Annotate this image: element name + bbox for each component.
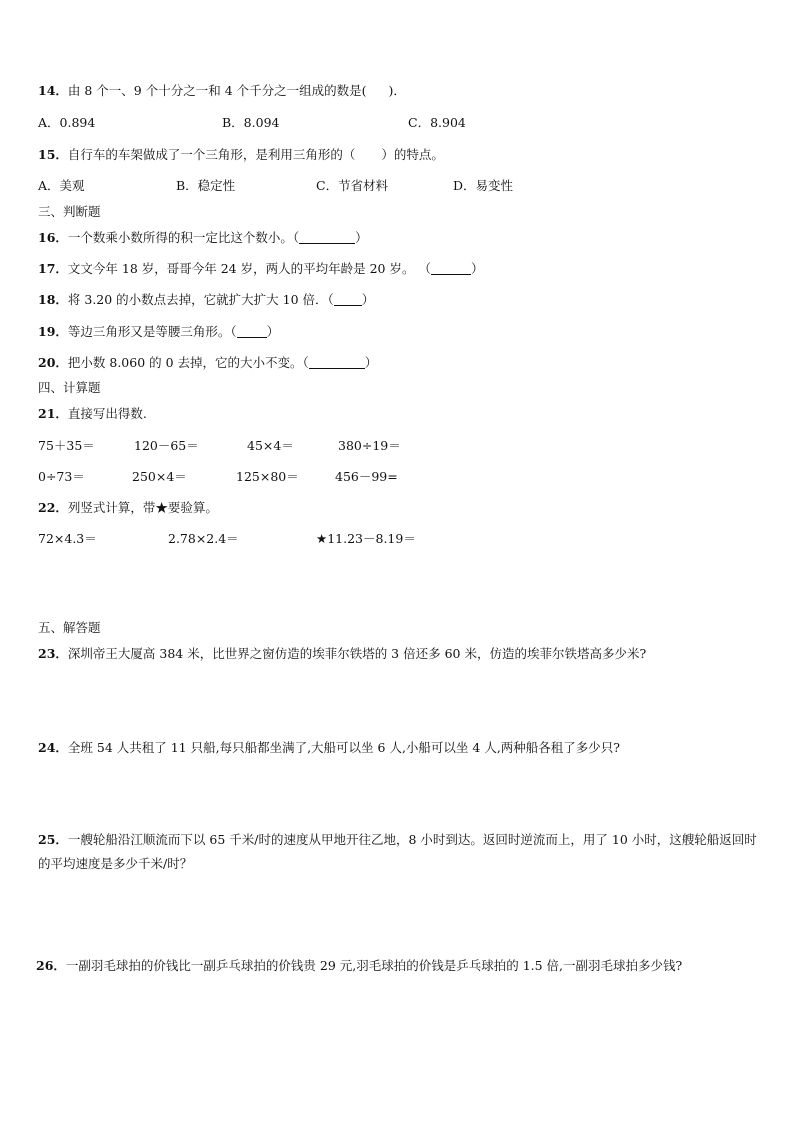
question-text-end: ） bbox=[355, 230, 368, 245]
question-15 bbox=[38, 147, 444, 163]
question-text-end: ） bbox=[470, 261, 484, 276]
option-a[interactable]: A．美观 bbox=[38, 178, 85, 193]
question-text: 由 8 个一、9 个十分之一和 4 个千分之一组成的数是( bbox=[67, 83, 367, 98]
option-c[interactable]: C．节省材料 bbox=[316, 178, 389, 193]
question-text-end: ） bbox=[364, 355, 378, 370]
question-text: 直接写出得数. bbox=[67, 406, 147, 421]
question-text: 将 3.20 的小数点去掉，它就扩大扩大 10 倍．（ bbox=[67, 292, 334, 307]
option-c[interactable]: C．8.904 bbox=[408, 115, 466, 130]
question-19 bbox=[38, 324, 279, 340]
question-17 bbox=[38, 261, 483, 277]
question-text-end: ） bbox=[266, 324, 280, 339]
calc-item: 380÷19＝ bbox=[338, 438, 401, 453]
calc-item: 0÷73＝ bbox=[38, 469, 85, 484]
answer-blank[interactable] bbox=[431, 262, 471, 275]
calc-item: 120－65＝ bbox=[134, 438, 199, 453]
question-text: 深圳帝王大厦高 384 米，比世界之窗仿造的埃菲尔铁塔的 3 倍还多 60 米，仿造的埃菲尔铁塔高多少米? bbox=[67, 646, 647, 661]
question-20 bbox=[38, 355, 377, 371]
question-text: 等边三角形又是等腰三角形。（ bbox=[67, 324, 237, 339]
question-number: 24． bbox=[38, 740, 68, 755]
calc-item: 45×4＝ bbox=[247, 438, 294, 453]
question-number: 26． bbox=[36, 958, 66, 973]
question-14 bbox=[38, 83, 406, 99]
question-number: 18． bbox=[38, 292, 68, 307]
question-number: 15． bbox=[38, 147, 68, 162]
option-b[interactable]: B．稳定性 bbox=[176, 178, 236, 193]
calc-item: 250×4＝ bbox=[132, 469, 187, 484]
question-text: 自行车的车架做成了一个三角形，是利用三角形的（ bbox=[67, 147, 356, 162]
question-number: 17． bbox=[38, 261, 68, 276]
question-16 bbox=[38, 230, 368, 246]
question-text-end: ）的特点。 bbox=[381, 147, 444, 162]
option-a[interactable]: A．0.894 bbox=[38, 115, 96, 130]
question-number: 21． bbox=[38, 406, 68, 421]
section-heading: 五、解答题 bbox=[38, 620, 101, 635]
calc-item: 72×4.3＝ bbox=[38, 531, 97, 546]
question-text: 一个数乘小数所得的积一定比这个数小。（ bbox=[67, 230, 300, 245]
calc-item: 125×80＝ bbox=[236, 469, 299, 484]
question-23 bbox=[38, 646, 646, 662]
option-b[interactable]: B．8.094 bbox=[222, 115, 280, 130]
calc-item: ★11.23－8.19＝ bbox=[316, 531, 416, 546]
calc-item: 75＋35＝ bbox=[38, 438, 95, 453]
question-text: 文文今年 18 岁，哥哥今年 24 岁，两人的平均年龄是 20 岁。 （ bbox=[67, 261, 431, 276]
question-text-end: ） bbox=[361, 292, 375, 307]
question-25 bbox=[38, 828, 758, 876]
question-number: 20． bbox=[38, 355, 68, 370]
calc-item: 2.78×2.4＝ bbox=[168, 531, 239, 546]
question-number: 19． bbox=[38, 324, 68, 339]
question-26 bbox=[36, 958, 682, 974]
question-21 bbox=[38, 406, 147, 422]
question-number: 23． bbox=[38, 646, 68, 661]
question-text: 把小数 8.060 的 0 去掉，它的大小不变。（ bbox=[67, 355, 309, 370]
answer-blank[interactable] bbox=[299, 231, 355, 244]
question-text: 列竖式计算，带★要验算。 bbox=[67, 500, 218, 515]
answer-blank[interactable] bbox=[334, 293, 362, 306]
question-number: 22． bbox=[38, 500, 68, 515]
question-text-end: )． bbox=[388, 83, 406, 98]
question-text: 一副羽毛球拍的价钱比一副乒乓球拍的价钱贵 29 元,羽毛球拍的价钱是乒乓球拍的 1.5 倍,一副羽毛球拍多少钱? bbox=[65, 958, 683, 973]
calc-item: 456－99= bbox=[335, 469, 398, 484]
question-text: 一艘轮船沿江顺流而下以 65 千米/时的速度从甲地开往乙地，8 小时到达。返回时逆流而上，用了 10 小时，这艘轮船返回时的平均速度是多少千米/时？ bbox=[38, 832, 757, 871]
question-number: 25． bbox=[38, 832, 68, 847]
answer-blank[interactable] bbox=[309, 356, 365, 369]
option-d[interactable]: D．易变性 bbox=[453, 178, 514, 193]
question-number: 14． bbox=[38, 83, 68, 98]
question-24 bbox=[38, 740, 620, 756]
question-18 bbox=[38, 292, 374, 308]
section-heading: 三、判断题 bbox=[38, 204, 101, 219]
question-22 bbox=[38, 500, 218, 516]
question-text: 全班 54 人共租了 11 只船,每只船都坐满了,大船可以坐 6 人,小船可以坐 4 人,两种船各租了多少只? bbox=[67, 740, 621, 755]
question-number: 16． bbox=[38, 230, 68, 245]
section-heading: 四、计算题 bbox=[38, 380, 101, 395]
answer-blank[interactable] bbox=[237, 325, 267, 338]
